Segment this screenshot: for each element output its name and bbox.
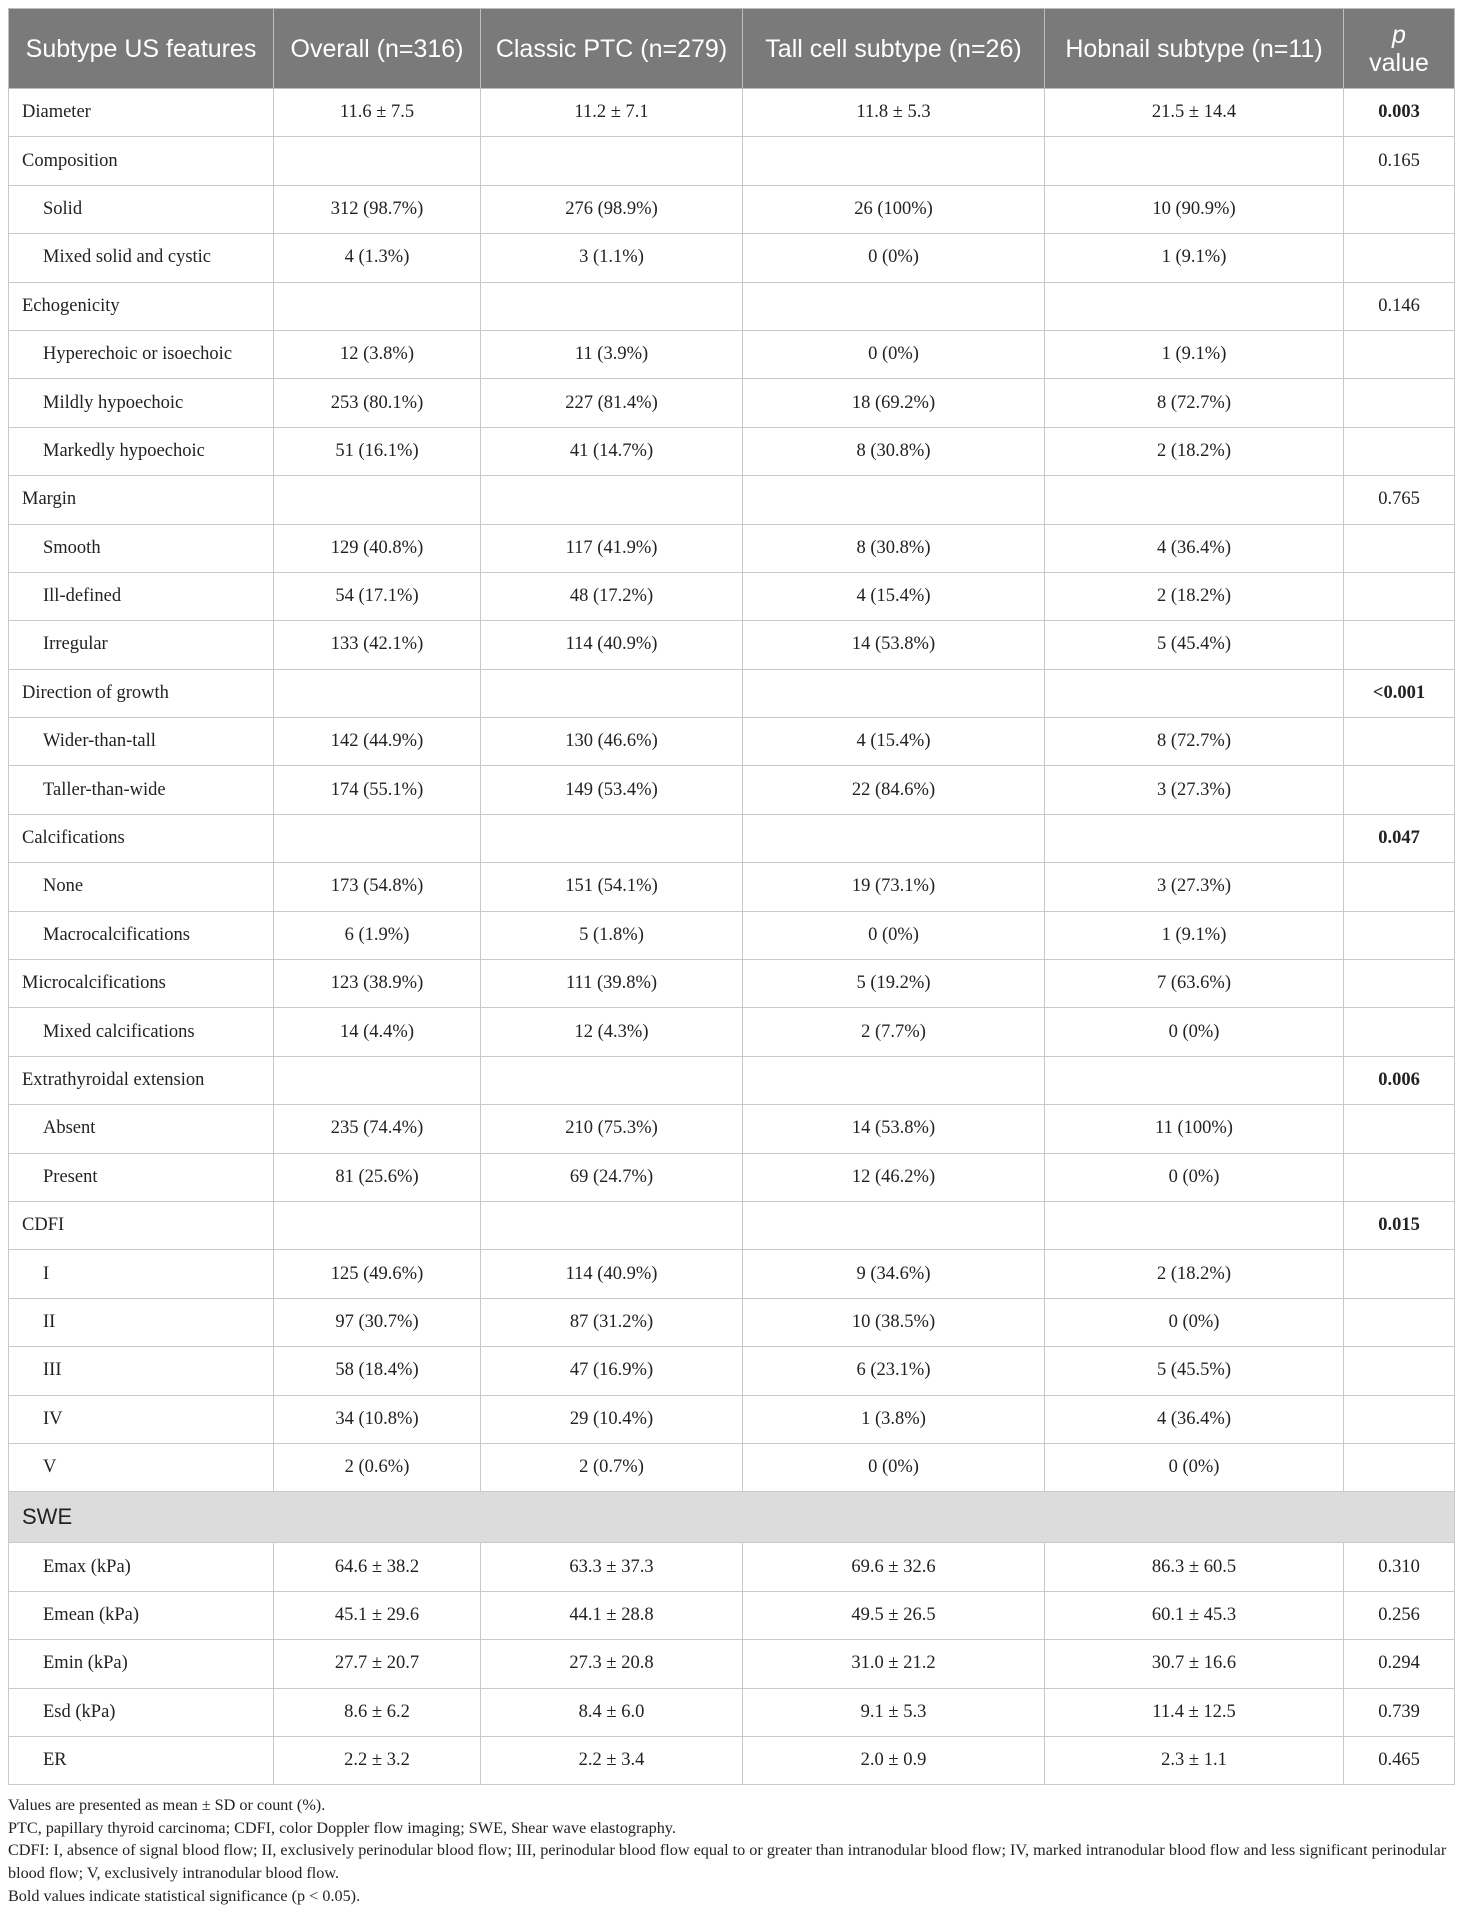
row-label: ER	[9, 1736, 274, 1784]
overall-cell	[274, 814, 481, 862]
classic-ptc-cell: 8.4 ± 6.0	[481, 1688, 743, 1736]
hobnail-cell	[1045, 282, 1344, 330]
classic-ptc-cell: 69 (24.7%)	[481, 1153, 743, 1201]
hobnail-cell: 7 (63.6%)	[1045, 960, 1344, 1008]
table-header	[9, 9, 1455, 89]
p-value-cell	[1344, 1008, 1455, 1056]
section-row-swe	[9, 1492, 1455, 1543]
hobnail-cell: 3 (27.3%)	[1045, 863, 1344, 911]
p-value-cell	[1344, 234, 1455, 282]
tall-cell-cell	[743, 137, 1045, 185]
table-row	[9, 1056, 1455, 1104]
overall-cell: 174 (55.1%)	[274, 766, 481, 814]
header-features: Subtype US features	[9, 9, 274, 89]
tall-cell-cell: 14 (53.8%)	[743, 1105, 1045, 1153]
tall-cell-cell: 14 (53.8%)	[743, 621, 1045, 669]
row-label: Mixed solid and cystic	[9, 234, 274, 282]
row-label: Mildly hypoechoic	[9, 379, 274, 427]
p-value-cell	[1344, 1395, 1455, 1443]
p-value-cell	[1344, 1347, 1455, 1395]
tall-cell-cell: 6 (23.1%)	[743, 1347, 1045, 1395]
p-value-cell	[1344, 185, 1455, 233]
table-row	[9, 1736, 1455, 1784]
classic-ptc-cell: 5 (1.8%)	[481, 911, 743, 959]
classic-ptc-cell: 41 (14.7%)	[481, 427, 743, 475]
table-row	[9, 282, 1455, 330]
classic-ptc-cell: 44.1 ± 28.8	[481, 1591, 743, 1639]
classic-ptc-cell: 227 (81.4%)	[481, 379, 743, 427]
overall-cell: 125 (49.6%)	[274, 1250, 481, 1298]
hobnail-cell: 4 (36.4%)	[1045, 1395, 1344, 1443]
table-row	[9, 234, 1455, 282]
overall-cell: 64.6 ± 38.2	[274, 1543, 481, 1591]
table-row	[9, 718, 1455, 766]
overall-cell: 2 (0.6%)	[274, 1443, 481, 1491]
hobnail-cell: 2 (18.2%)	[1045, 427, 1344, 475]
tall-cell-cell: 0 (0%)	[743, 330, 1045, 378]
classic-ptc-cell: 11 (3.9%)	[481, 330, 743, 378]
footnote: Values are presented as mean ± SD or count (%).	[8, 1796, 326, 1815]
p-value-cell	[1344, 330, 1455, 378]
classic-ptc-cell: 3 (1.1%)	[481, 234, 743, 282]
hobnail-cell	[1045, 1201, 1344, 1249]
row-label: Wider-than-tall	[9, 718, 274, 766]
hobnail-cell: 11 (100%)	[1045, 1105, 1344, 1153]
p-value-cell	[1344, 1105, 1455, 1153]
hobnail-cell: 86.3 ± 60.5	[1045, 1543, 1344, 1591]
hobnail-cell: 2 (18.2%)	[1045, 572, 1344, 620]
row-label: III	[9, 1347, 274, 1395]
table-row	[9, 476, 1455, 524]
overall-cell	[274, 1056, 481, 1104]
tall-cell-cell: 1 (3.8%)	[743, 1395, 1045, 1443]
section-label: SWE	[9, 1492, 1455, 1543]
classic-ptc-cell: 130 (46.6%)	[481, 718, 743, 766]
tall-cell-cell: 22 (84.6%)	[743, 766, 1045, 814]
tall-cell-cell: 0 (0%)	[743, 1443, 1045, 1491]
table-row	[9, 1008, 1455, 1056]
overall-cell: 4 (1.3%)	[274, 234, 481, 282]
p-value-cell	[1344, 379, 1455, 427]
table-row	[9, 137, 1455, 185]
table-footnotes	[8, 1794, 1454, 1907]
classic-ptc-cell: 2.2 ± 3.4	[481, 1736, 743, 1784]
hobnail-cell: 5 (45.4%)	[1045, 621, 1344, 669]
p-value-cell	[1344, 960, 1455, 1008]
tall-cell-cell: 8 (30.8%)	[743, 427, 1045, 475]
hobnail-cell: 2 (18.2%)	[1045, 1250, 1344, 1298]
classic-ptc-cell: 29 (10.4%)	[481, 1395, 743, 1443]
hobnail-cell: 1 (9.1%)	[1045, 234, 1344, 282]
hobnail-cell: 11.4 ± 12.5	[1045, 1688, 1344, 1736]
hobnail-cell	[1045, 476, 1344, 524]
row-label: Present	[9, 1153, 274, 1201]
tall-cell-cell: 4 (15.4%)	[743, 718, 1045, 766]
table-row	[9, 1105, 1455, 1153]
classic-ptc-cell: 12 (4.3%)	[481, 1008, 743, 1056]
p-value-cell	[1344, 572, 1455, 620]
p-value-cell: 0.256	[1344, 1591, 1455, 1639]
p-value-cell	[1344, 1153, 1455, 1201]
classic-ptc-cell: 149 (53.4%)	[481, 766, 743, 814]
p-value-cell: 0.165	[1344, 137, 1455, 185]
table-row	[9, 863, 1455, 911]
header-p-value	[1344, 9, 1455, 89]
row-label: IV	[9, 1395, 274, 1443]
overall-cell	[274, 476, 481, 524]
table-row	[9, 1250, 1455, 1298]
tall-cell-cell	[743, 1056, 1045, 1104]
hobnail-cell: 8 (72.7%)	[1045, 718, 1344, 766]
tall-cell-cell: 19 (73.1%)	[743, 863, 1045, 911]
row-label: Emean (kPa)	[9, 1591, 274, 1639]
table-row	[9, 1543, 1455, 1591]
header-p-italic: p	[1392, 20, 1406, 49]
tall-cell-cell: 0 (0%)	[743, 234, 1045, 282]
row-label: Echogenicity	[9, 282, 274, 330]
classic-ptc-cell	[481, 476, 743, 524]
row-label: Extrathyroidal extension	[9, 1056, 274, 1104]
table-row	[9, 1688, 1455, 1736]
footnote: PTC, papillary thyroid carcinoma; CDFI, color Doppler flow imaging; SWE, Shear wave elastography.	[8, 1818, 676, 1837]
hobnail-cell: 0 (0%)	[1045, 1298, 1344, 1346]
p-value-cell: 0.003	[1344, 89, 1455, 137]
row-label: Markedly hypoechoic	[9, 427, 274, 475]
hobnail-cell: 2.3 ± 1.1	[1045, 1736, 1344, 1784]
hobnail-cell: 0 (0%)	[1045, 1008, 1344, 1056]
table-row	[9, 1591, 1455, 1639]
table-row	[9, 524, 1455, 572]
classic-ptc-cell	[481, 137, 743, 185]
classic-ptc-cell	[481, 1201, 743, 1249]
header-p-rest: value	[1369, 48, 1429, 77]
tall-cell-cell	[743, 814, 1045, 862]
p-value-cell	[1344, 766, 1455, 814]
tall-cell-cell: 12 (46.2%)	[743, 1153, 1045, 1201]
header-tall-cell: Tall cell subtype (n=26)	[743, 9, 1045, 89]
header-overall: Overall (n=316)	[274, 9, 481, 89]
p-value-cell	[1344, 911, 1455, 959]
table-row	[9, 1443, 1455, 1491]
hobnail-cell: 0 (0%)	[1045, 1443, 1344, 1491]
tall-cell-cell: 11.8 ± 5.3	[743, 89, 1045, 137]
table-row	[9, 1395, 1455, 1443]
hobnail-cell: 21.5 ± 14.4	[1045, 89, 1344, 137]
hobnail-cell	[1045, 669, 1344, 717]
classic-ptc-cell	[481, 1056, 743, 1104]
tall-cell-cell: 4 (15.4%)	[743, 572, 1045, 620]
overall-cell: 2.2 ± 3.2	[274, 1736, 481, 1784]
classic-ptc-cell: 11.2 ± 7.1	[481, 89, 743, 137]
overall-cell	[274, 137, 481, 185]
overall-cell: 97 (30.7%)	[274, 1298, 481, 1346]
hobnail-cell: 60.1 ± 45.3	[1045, 1591, 1344, 1639]
p-value-cell: 0.006	[1344, 1056, 1455, 1104]
row-label: I	[9, 1250, 274, 1298]
table-row	[9, 960, 1455, 1008]
header-classic-ptc: Classic PTC (n=279)	[481, 9, 743, 89]
table-row	[9, 572, 1455, 620]
overall-cell: 235 (74.4%)	[274, 1105, 481, 1153]
p-value-cell	[1344, 1298, 1455, 1346]
classic-ptc-cell: 47 (16.9%)	[481, 1347, 743, 1395]
hobnail-cell: 8 (72.7%)	[1045, 379, 1344, 427]
row-label: Composition	[9, 137, 274, 185]
tall-cell-cell: 9.1 ± 5.3	[743, 1688, 1045, 1736]
table-row	[9, 427, 1455, 475]
table-row	[9, 814, 1455, 862]
tall-cell-cell: 5 (19.2%)	[743, 960, 1045, 1008]
tall-cell-cell: 2 (7.7%)	[743, 1008, 1045, 1056]
overall-cell: 14 (4.4%)	[274, 1008, 481, 1056]
classic-ptc-cell: 114 (40.9%)	[481, 621, 743, 669]
hobnail-cell: 4 (36.4%)	[1045, 524, 1344, 572]
row-label: Macrocalcifications	[9, 911, 274, 959]
table-row	[9, 330, 1455, 378]
row-label: Emax (kPa)	[9, 1543, 274, 1591]
overall-cell: 27.7 ± 20.7	[274, 1640, 481, 1688]
p-value-cell: 0.465	[1344, 1736, 1455, 1784]
overall-cell: 81 (25.6%)	[274, 1153, 481, 1201]
row-label: Solid	[9, 185, 274, 233]
hobnail-cell	[1045, 1056, 1344, 1104]
table-row	[9, 1347, 1455, 1395]
overall-cell: 142 (44.9%)	[274, 718, 481, 766]
footnote: CDFI: I, absence of signal blood flow; II, exclusively perinodular blood flow; III, perinodular blood flow equal to or greater than intranodular blood flow; IV, marked intranodular blood flow and less significant perinodular blood flow; V, exclusively intranodular blood flow.	[8, 1841, 1447, 1883]
footnote: Bold values indicate statistical significance (p < 0.05).	[8, 1886, 361, 1905]
p-value-cell	[1344, 718, 1455, 766]
hobnail-cell: 10 (90.9%)	[1045, 185, 1344, 233]
tall-cell-cell: 10 (38.5%)	[743, 1298, 1045, 1346]
overall-cell	[274, 669, 481, 717]
classic-ptc-cell: 210 (75.3%)	[481, 1105, 743, 1153]
overall-cell: 12 (3.8%)	[274, 330, 481, 378]
hobnail-cell: 0 (0%)	[1045, 1153, 1344, 1201]
overall-cell: 129 (40.8%)	[274, 524, 481, 572]
row-label: Ill-defined	[9, 572, 274, 620]
hobnail-cell: 1 (9.1%)	[1045, 911, 1344, 959]
p-value-cell: 0.015	[1344, 1201, 1455, 1249]
tall-cell-cell: 49.5 ± 26.5	[743, 1591, 1045, 1639]
row-label: Mixed calcifications	[9, 1008, 274, 1056]
row-label: Smooth	[9, 524, 274, 572]
overall-cell: 123 (38.9%)	[274, 960, 481, 1008]
p-value-cell: 0.047	[1344, 814, 1455, 862]
table-body	[9, 89, 1455, 1785]
classic-ptc-cell: 151 (54.1%)	[481, 863, 743, 911]
classic-ptc-cell: 48 (17.2%)	[481, 572, 743, 620]
hobnail-cell: 30.7 ± 16.6	[1045, 1640, 1344, 1688]
overall-cell: 6 (1.9%)	[274, 911, 481, 959]
hobnail-cell	[1045, 137, 1344, 185]
overall-cell: 54 (17.1%)	[274, 572, 481, 620]
overall-cell: 51 (16.1%)	[274, 427, 481, 475]
overall-cell	[274, 1201, 481, 1249]
hobnail-cell: 3 (27.3%)	[1045, 766, 1344, 814]
tall-cell-cell: 2.0 ± 0.9	[743, 1736, 1045, 1784]
row-label: None	[9, 863, 274, 911]
table-row	[9, 185, 1455, 233]
overall-cell: 58 (18.4%)	[274, 1347, 481, 1395]
table-row	[9, 1298, 1455, 1346]
table-row	[9, 1640, 1455, 1688]
row-label: Irregular	[9, 621, 274, 669]
p-value-cell: 0.146	[1344, 282, 1455, 330]
table-row	[9, 669, 1455, 717]
p-value-cell	[1344, 863, 1455, 911]
tall-cell-cell: 31.0 ± 21.2	[743, 1640, 1045, 1688]
p-value-cell	[1344, 621, 1455, 669]
header-hobnail: Hobnail subtype (n=11)	[1045, 9, 1344, 89]
table-row	[9, 1153, 1455, 1201]
table-row	[9, 621, 1455, 669]
row-label: Microcalcifications	[9, 960, 274, 1008]
classic-ptc-cell: 63.3 ± 37.3	[481, 1543, 743, 1591]
p-value-cell	[1344, 427, 1455, 475]
row-label: Diameter	[9, 89, 274, 137]
tall-cell-cell: 69.6 ± 32.6	[743, 1543, 1045, 1591]
row-label: Taller-than-wide	[9, 766, 274, 814]
table-container	[8, 8, 1454, 1907]
row-label: II	[9, 1298, 274, 1346]
table-row	[9, 379, 1455, 427]
overall-cell: 34 (10.8%)	[274, 1395, 481, 1443]
overall-cell: 11.6 ± 7.5	[274, 89, 481, 137]
tall-cell-cell	[743, 669, 1045, 717]
hobnail-cell: 1 (9.1%)	[1045, 330, 1344, 378]
classic-ptc-cell: 117 (41.9%)	[481, 524, 743, 572]
row-label: Direction of growth	[9, 669, 274, 717]
p-value-cell: 0.739	[1344, 1688, 1455, 1736]
overall-cell	[274, 282, 481, 330]
table-row	[9, 1201, 1455, 1249]
row-label: Calcifications	[9, 814, 274, 862]
classic-ptc-cell: 111 (39.8%)	[481, 960, 743, 1008]
tall-cell-cell: 8 (30.8%)	[743, 524, 1045, 572]
table-row	[9, 89, 1455, 137]
tall-cell-cell	[743, 476, 1045, 524]
tall-cell-cell	[743, 282, 1045, 330]
row-label: Esd (kPa)	[9, 1688, 274, 1736]
overall-cell: 173 (54.8%)	[274, 863, 481, 911]
hobnail-cell	[1045, 814, 1344, 862]
overall-cell: 8.6 ± 6.2	[274, 1688, 481, 1736]
p-value-cell	[1344, 524, 1455, 572]
tall-cell-cell: 18 (69.2%)	[743, 379, 1045, 427]
classic-ptc-cell	[481, 814, 743, 862]
overall-cell: 312 (98.7%)	[274, 185, 481, 233]
row-label: Emin (kPa)	[9, 1640, 274, 1688]
p-value-cell: 0.765	[1344, 476, 1455, 524]
tall-cell-cell	[743, 1201, 1045, 1249]
tall-cell-cell: 9 (34.6%)	[743, 1250, 1045, 1298]
overall-cell: 133 (42.1%)	[274, 621, 481, 669]
row-label: V	[9, 1443, 274, 1491]
row-label: Hyperechoic or isoechoic	[9, 330, 274, 378]
classic-ptc-cell: 87 (31.2%)	[481, 1298, 743, 1346]
overall-cell: 45.1 ± 29.6	[274, 1591, 481, 1639]
classic-ptc-cell	[481, 669, 743, 717]
classic-ptc-cell: 114 (40.9%)	[481, 1250, 743, 1298]
header-row	[9, 9, 1455, 89]
p-value-cell	[1344, 1250, 1455, 1298]
row-label: CDFI	[9, 1201, 274, 1249]
overall-cell: 253 (80.1%)	[274, 379, 481, 427]
hobnail-cell: 5 (45.5%)	[1045, 1347, 1344, 1395]
p-value-cell	[1344, 1443, 1455, 1491]
row-label: Margin	[9, 476, 274, 524]
table-row	[9, 911, 1455, 959]
p-value-cell: 0.294	[1344, 1640, 1455, 1688]
p-value-cell: <0.001	[1344, 669, 1455, 717]
tall-cell-cell: 0 (0%)	[743, 911, 1045, 959]
tall-cell-cell: 26 (100%)	[743, 185, 1045, 233]
row-label: Absent	[9, 1105, 274, 1153]
classic-ptc-cell: 27.3 ± 20.8	[481, 1640, 743, 1688]
classic-ptc-cell: 2 (0.7%)	[481, 1443, 743, 1491]
table-row	[9, 766, 1455, 814]
classic-ptc-cell: 276 (98.9%)	[481, 185, 743, 233]
classic-ptc-cell	[481, 282, 743, 330]
p-value-cell: 0.310	[1344, 1543, 1455, 1591]
subtype-us-features-table	[8, 8, 1455, 1785]
